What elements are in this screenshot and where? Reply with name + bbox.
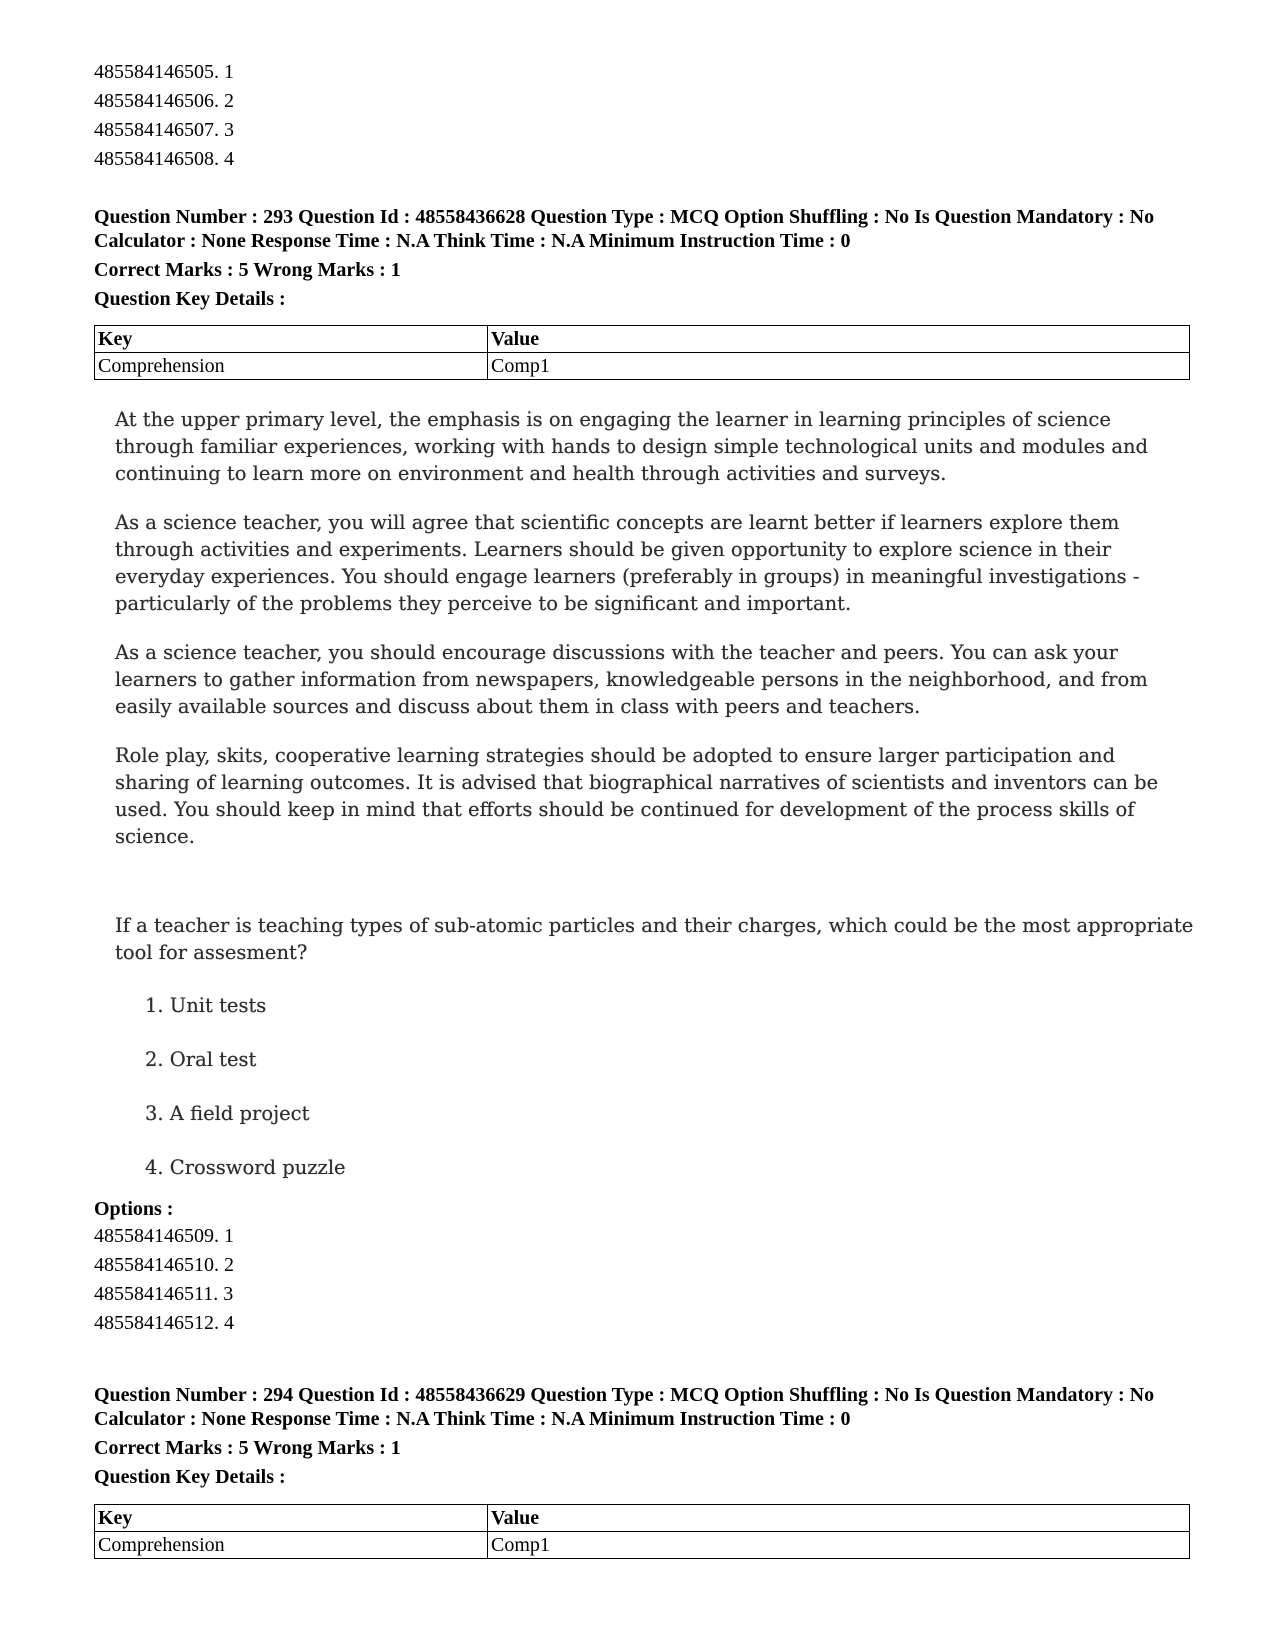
table-header-row [95,1505,1190,1532]
table-cell-key: Comprehension [95,353,488,380]
top-options-list [94,58,234,174]
option-item: 485584146509. 1 [94,1225,234,1247]
question-key-table [94,1504,1190,1559]
comprehension-passage [115,406,1195,872]
table-cell-key: Comprehension [95,1532,488,1559]
marks-line: Correct Marks : 5 Wrong Marks : 1 [94,1437,401,1459]
answer-choice: 1. Unit tests [145,994,267,1017]
table-cell-value: Comp1 [488,1532,1190,1559]
passage-paragraph: Role play, skits, cooperative learning strategies should be adopted to ensure larger participation and sharing of learning outcomes. It is advised that biographical narratives of scientists and inventors can be used. You should keep in mind that efforts should be continued for development of the process skills of science. [115,744,1159,848]
answer-choice: 2. Oral test [145,1048,257,1071]
question-293-header [94,205,1194,314]
table-header-row [95,326,1190,353]
option-item: 485584146507. 3 [94,119,234,141]
table-row [95,353,1190,380]
options-label: Options : [94,1198,174,1220]
answer-choice: 4. Crossword puzzle [145,1156,346,1179]
question-text: If a teacher is teaching types of sub-atomic particles and their charges, which could be the most appropriate tool for assesment? [115,914,1194,964]
options-list [94,1222,234,1338]
question-stem-block [115,912,1195,1206]
table-header-value: Value [488,326,1190,353]
passage-paragraph: At the upper primary level, the emphasis is on engaging the learner in learning principles of science through familiar experiences, working with hands to design simple technological units and modules and continuing to learn more on environment and health through activities and surveys. [115,408,1149,485]
table-header-value: Value [488,1505,1190,1532]
answer-choices [115,990,1195,1206]
table-cell-value: Comp1 [488,353,1190,380]
option-item: 485584146505. 1 [94,61,234,83]
question-key-table [94,325,1190,380]
option-item: 485584146512. 4 [94,1312,234,1334]
key-details-label: Question Key Details : [94,288,286,310]
table-header-key: Key [95,326,488,353]
question-294-header [94,1383,1194,1492]
key-details-label: Question Key Details : [94,1466,286,1488]
marks-line: Correct Marks : 5 Wrong Marks : 1 [94,259,401,281]
option-item: 485584146508. 4 [94,148,234,170]
table-header-key: Key [95,1505,488,1532]
passage-paragraph: As a science teacher, you should encourage discussions with the teacher and peers. You can ask your learners to gather information from newspapers, knowledgeable persons in the neighborhood, and from easily available sources and discuss about them in class with peers and teachers. [115,641,1148,718]
question-meta: Question Number : 293 Question Id : 48558436628 Question Type : MCQ Option Shuffling : No Is Question Mandatory : No Calculator : None Response Time : N.A Think Time : N.A Minimum Instruction Time : 0 [94,206,1155,252]
question-meta: Question Number : 294 Question Id : 48558436629 Question Type : MCQ Option Shuffling : No Is Question Mandatory : No Calculator : None Response Time : N.A Think Time : N.A Minimum Instruction Time : 0 [94,1384,1155,1430]
table-row [95,1532,1190,1559]
answer-choice: 3. A field project [145,1102,310,1125]
option-item: 485584146510. 2 [94,1254,234,1276]
option-item: 485584146506. 2 [94,90,234,112]
option-item: 485584146511. 3 [94,1283,234,1305]
passage-paragraph: As a science teacher, you will agree that scientific concepts are learnt better if learners explore them through activities and experiments. Learners should be given opportunity to explore science in their everyday experiences. You should engage learners (preferably in groups) in meaningful investigations - particularly of the problems they perceive to be significant and important. [115,511,1140,615]
